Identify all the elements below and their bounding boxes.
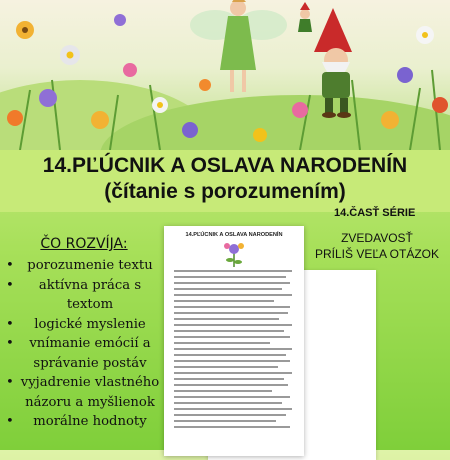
skill-item: • aktívna práca s textom [6,276,162,315]
meadow-illustration [0,0,450,150]
skills-list [6,256,162,432]
skill-item: • logické myslenie [6,315,162,335]
flower-illustration-icon [219,240,249,268]
skills-heading: ČO ROZVÍJA: [40,236,128,252]
skill-item: • vyjadrenie vlastného názoru a myšlienok [6,373,162,412]
worksheet-title: 14.PĽÚCNIK A OSLAVA NARODENÍN [185,232,283,238]
worksheet-page-front [164,226,304,456]
series-name [304,230,450,262]
skills-section [6,236,162,432]
page-subtitle: (čítanie s porozumením) [104,180,346,203]
skill-item: • porozumenie textu [6,256,162,276]
skill-item: • vnímanie emócií a správanie postáv [6,334,162,373]
page-title: 14.PĽÚCNIK A OSLAVA NARODENÍN [42,154,408,177]
skill-item: • morálne hodnoty [6,412,162,432]
series-part-label: 14.ČASŤ SÉRIE [334,207,416,219]
hero-illustration [0,0,450,150]
worksheet-text-lines [174,270,294,432]
series-name-line2: PRÍLIŠ VEĽA OTÁZOK [314,247,440,261]
series-name-line1: ZVEDAVOSŤ [341,231,413,245]
